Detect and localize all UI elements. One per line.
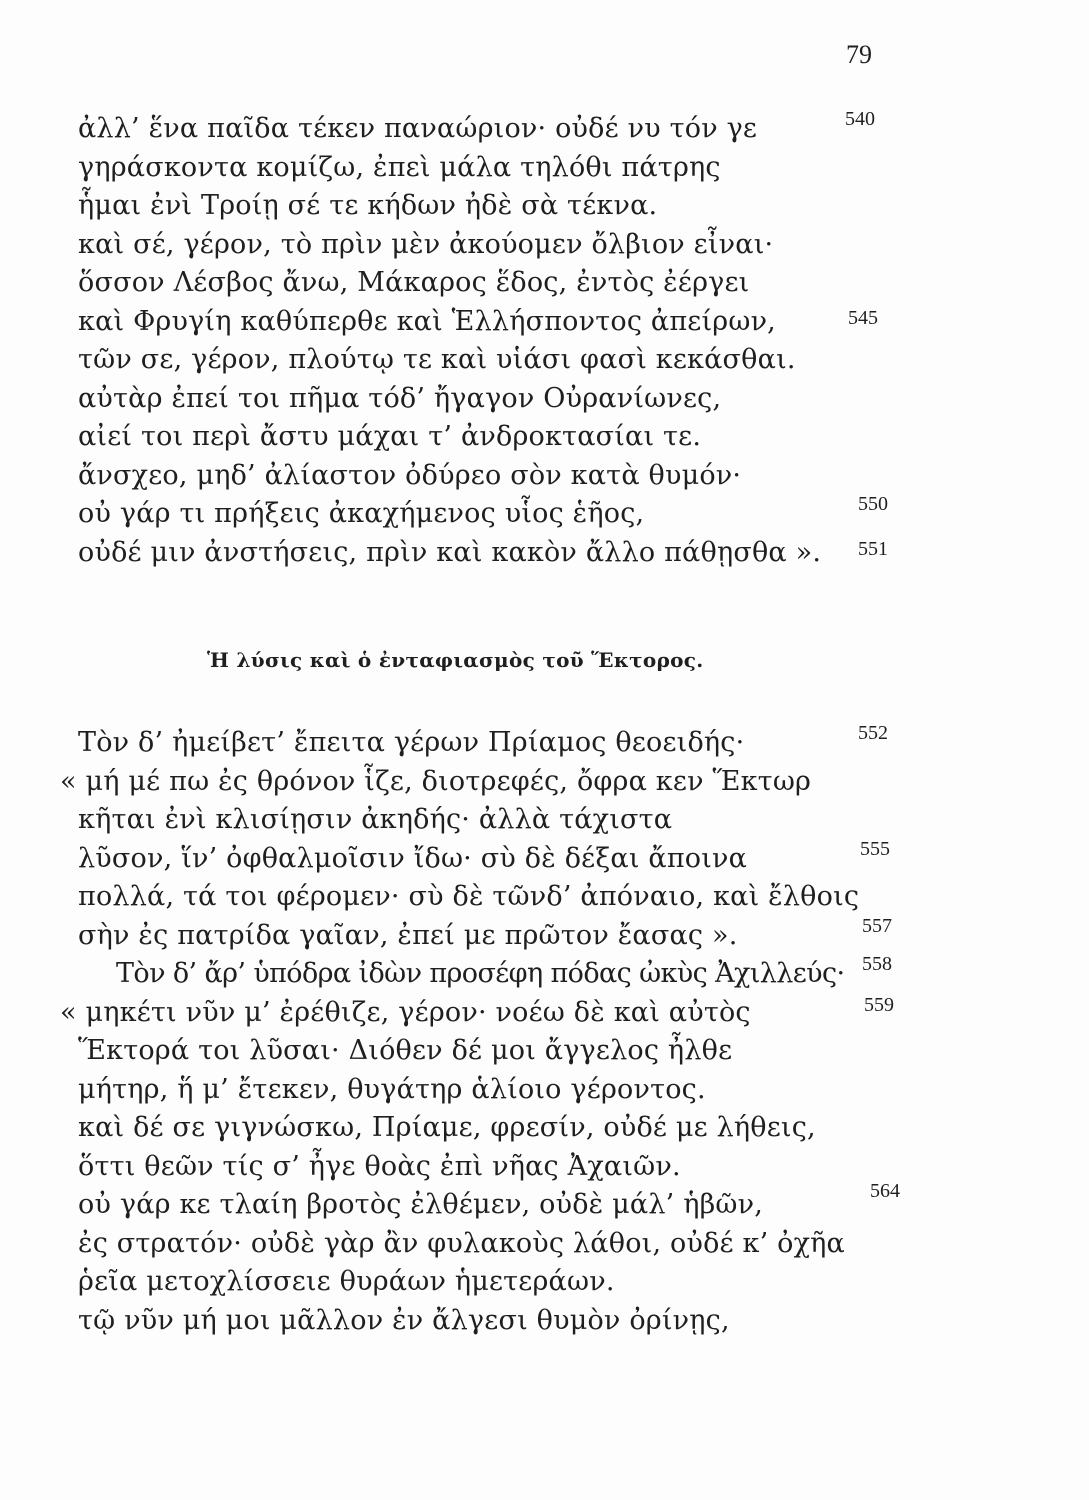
verse-line	[0, 801, 1089, 840]
verse-line	[0, 457, 1089, 496]
verse-text: τῶν σε, γέρον, πλούτῳ τε καὶ υἱάσι φασὶ κεκάσθαι.	[78, 344, 796, 375]
verse-text: γηράσκοντα κομίζω, ἐπεὶ μάλα τηλόθι πάτρης	[78, 151, 721, 183]
verse-line	[0, 837, 1089, 879]
verse-text: ὅσσον Λέσβος ἄνω, Μάκαρος ἕδος, ἐντὸς ἐέργει	[78, 267, 750, 298]
verse-text: ἀλλ’ ἕνα παῖδα τέκεν παναώριον· οὐδέ νυ τόν γε	[78, 113, 758, 144]
verse-text: οὐ γάρ τι πρήξεις ἀκαχήμενος υἷος ἑῆος,	[78, 498, 645, 529]
verse-text: λῦσον, ἵν’ ὀφθαλμοῖσιν ἴδω· σὺ δὲ δέξαι ἄποινα	[78, 842, 748, 874]
verse-text: σὴν ἐς πατρίδα γαῖαν, ἐπεί με πρῶτον ἔασας ».	[78, 919, 738, 951]
verse-text: καὶ δέ σε γιγνώσκω, Πρίαμε, φρεσίν, οὐδέ με λήθεις,	[78, 1112, 816, 1143]
verse-line	[0, 303, 1089, 342]
verse-line	[0, 187, 1089, 226]
verse-line	[0, 149, 1089, 188]
page-number: 79	[846, 40, 872, 69]
line-number: 559	[864, 993, 894, 1016]
verse-line	[0, 1225, 1089, 1264]
verse-line	[0, 341, 1089, 380]
verse-text: ἐς στρατόν· οὐδὲ γὰρ ἂν φυλακοὺς λάθοι, οὐδέ κ’ ὀχῆα	[78, 1227, 845, 1259]
verse-text: Ἕκτορά τοι λῦσαι· Διόθεν δέ μοι ἄγγελος ἦλθε	[78, 1035, 733, 1066]
verse-line	[0, 724, 1089, 763]
verse-line	[0, 1148, 1089, 1187]
verse-block-lower	[0, 724, 1089, 1340]
verse-line	[0, 878, 1089, 917]
verse-line	[0, 1109, 1089, 1148]
verse-text: αἰεί τοι περὶ ἄστυ μάχαι τ’ ἀνδροκτασίαι τε.	[78, 421, 702, 452]
verse-text: οὐδέ μιν ἀνστήσεις, πρὶν καὶ κακὸν ἄλλο πάθῃσθα ».	[78, 536, 822, 568]
verse-text: ὅττι θεῶν τίς σ’ ἦγε θοὰς ἐπὶ νῆας Ἀχαιῶν.	[78, 1150, 681, 1182]
line-number: 557	[862, 914, 892, 937]
verse-line	[0, 226, 1089, 265]
verse-line	[0, 955, 1089, 994]
verse-line	[0, 264, 1089, 303]
verse-text: « μή μέ πω ἐς θρόνον ἷζε, διοτρεφές, ὄφρα κεν Ἕκτωρ	[60, 765, 812, 797]
verse-line	[0, 914, 1089, 956]
verse-text: αὐτὰρ ἐπεί τοι πῆμα τόδ’ ἤγαγον Οὐρανίωνες,	[78, 382, 722, 414]
verse-line	[0, 495, 1089, 534]
verse-line	[0, 110, 1089, 149]
verse-text: κῆται ἐνὶ κλισίῃσιν ἀκηδής· ἀλλὰ τάχιστα	[78, 804, 673, 835]
verse-line	[0, 1180, 1089, 1225]
line-number: 558	[862, 953, 892, 975]
verse-text: Τὸν δ’ ἠμείβετ’ ἔπειτα γέρων Πρίαμος θεοειδής·	[78, 727, 745, 758]
verse-text: τῷ νῦν μή μοι μᾶλλον ἐν ἄλγεσι θυμὸν ὀρίνῃς,	[78, 1304, 730, 1336]
verse-line	[0, 1032, 1089, 1071]
verse-line	[0, 1263, 1089, 1302]
verse-text: Τὸν δ’ ἄρ’ ὑπόδρα ἰδὼν προσέφη πόδας ὠκὺς Ἀχιλλεύς·	[116, 958, 845, 989]
verse-line	[0, 418, 1089, 457]
verse-text: πολλά, τά τοι φέρομεν· σὺ δὲ τῶνδ’ ἀπόναιο, καὶ ἔλθοις	[78, 881, 860, 912]
line-number: 545	[848, 306, 878, 329]
line-number: 555	[860, 837, 890, 860]
line-number: 551	[858, 537, 888, 560]
verse-text: καὶ Φρυγίη καθύπερθε καὶ Ἑλλήσποντος ἀπείρων,	[78, 305, 776, 337]
line-number: 552	[858, 722, 888, 744]
line-number: 564	[870, 1180, 900, 1202]
section-title: Ἡ λύσις καὶ ὁ ἐνταφιασμὸς τοῦ Ἕκτορος.	[207, 648, 704, 672]
verse-line	[0, 1302, 1089, 1341]
line-number: 540	[845, 108, 875, 130]
verse-text: ἧμαι ἐνὶ Τροίῃ σέ τε κήδων ἠδὲ σὰ τέκνα.	[78, 190, 658, 221]
verse-text: ἄνσχεο, μηδ’ ἀλίαστον ὀδύρεο σὸν κατὰ θυμόν·	[78, 459, 742, 491]
verse-line	[0, 1071, 1089, 1110]
verse-text: καὶ σέ, γέρον, τὸ πρὶν μὲν ἀκούομεν ὄλβιον εἶναι·	[78, 228, 774, 260]
verse-line	[0, 380, 1089, 419]
verse-text: « μηκέτι νῦν μ’ ἐρέθιζε, γέρον· νοέω δὲ καὶ αὐτὸς	[60, 996, 751, 1028]
verse-text: οὐ γάρ κε τλαίη βροτὸς ἐλθέμεν, οὐδὲ μάλ’ ἡβῶν,	[78, 1189, 763, 1220]
verse-line	[0, 763, 1089, 802]
line-number: 550	[858, 493, 888, 515]
verse-text: ῥεῖα μετοχλίσσειε θυράων ἡμετεράων.	[78, 1266, 615, 1297]
verse-line	[0, 534, 1089, 573]
verse-text: μήτηρ, ἥ μ’ ἔτεκεν, θυγάτηρ ἁλίοιο γέροντος.	[78, 1073, 706, 1105]
verse-block-upper	[0, 110, 1089, 572]
verse-line	[0, 994, 1089, 1033]
